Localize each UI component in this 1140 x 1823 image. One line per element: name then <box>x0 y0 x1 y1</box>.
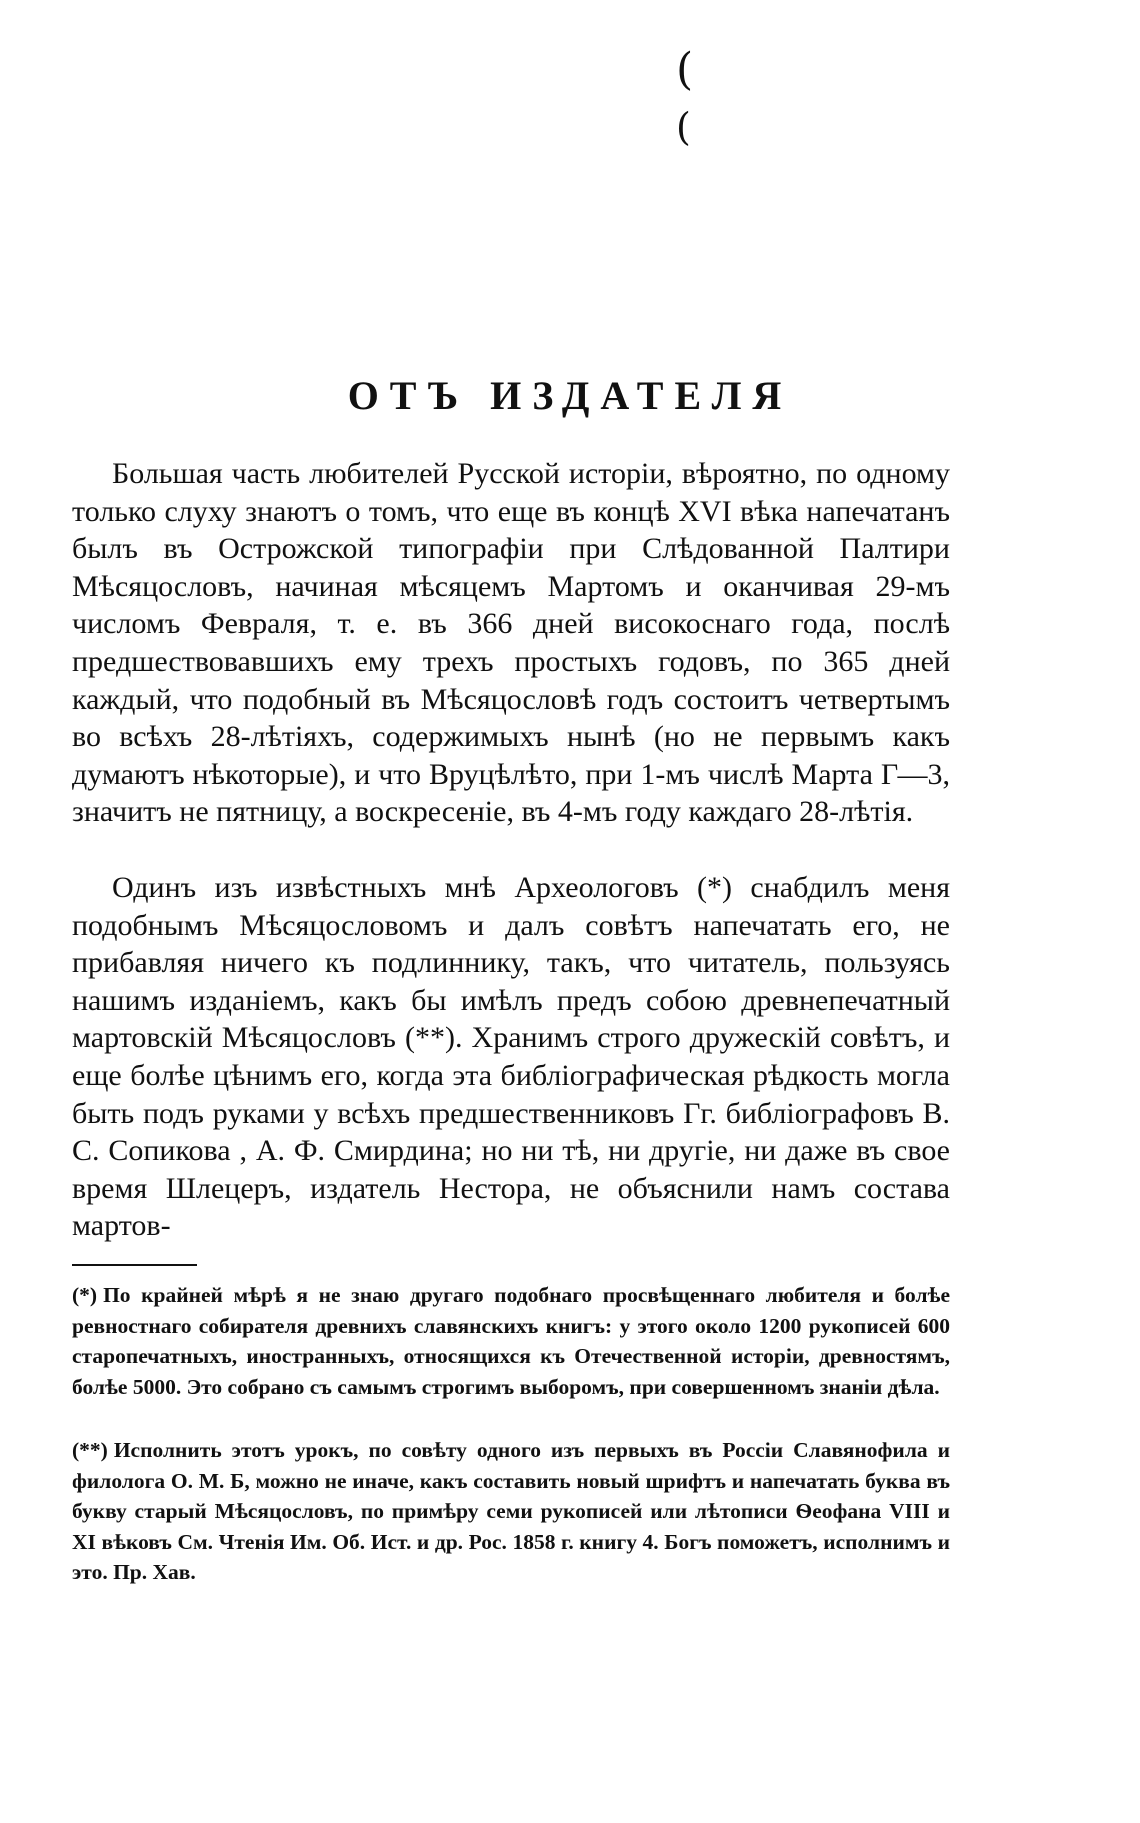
footnote-1-text: По крайней мѣрѣ я не знаю другаго подобнаго просвѣщеннаго любителя и болѣе ревностнаго собирателя древнихъ славянскихъ книгъ: у этого около 1200 рукописей 600 старопечатныхъ, иностранныхъ, относящихся къ Отечественной исторіи, древностямъ, болѣе 5000. Это собрано съ самымъ строгимъ выборомъ, при совершенномъ знаніи дѣла. <box>72 1283 950 1399</box>
margin-mark-top: ( <box>676 44 694 95</box>
footnote-2-marker: (**) <box>72 1438 108 1462</box>
footnote-2 <box>72 1435 950 1588</box>
paragraph-1: Большая часть любителей Русской исторіи, вѣроятно, по одному только слуху знаютъ о томъ, что еще въ концѣ XVI вѣка напечатанъ былъ въ Острожской типографіи при Слѣдованной Палтири Мѣсяцословъ, начиная мѣсяцемъ Мартомъ и оканчивая 29-мъ числомъ Февраля, т. е. въ 366 дней високоснаго года, послѣ предшествовавшихъ ему трехъ простыхъ годовъ, по 365 дней каждый, что подобный въ Мѣсяцословѣ годъ состоитъ четвертымъ во всѣхъ 28-лѣтіяхъ, содержимыхъ нынѣ (но не первымъ какъ думаютъ нѣкоторые), и что Вруцѣлѣто, при 1-мъ числѣ Марта Г—3, значитъ не пятницу, а воскресеніе, въ 4-мъ году каждаго 28-лѣтія. <box>72 457 950 829</box>
margin-mark-second: ( <box>676 105 691 149</box>
footnote-1-marker: (*) <box>72 1283 98 1307</box>
page-title: ОТЪ ИЗДАТЕЛЯ <box>347 373 793 418</box>
footnote-divider <box>72 1264 197 1266</box>
footnote-1 <box>72 1280 950 1402</box>
paragraph-2: Одинъ изъ извѣстныхъ мнѣ Археологовъ (*) снабдилъ меня подобнымъ Мѣсяцословомъ и далъ совѣтъ напечатать его, не прибавляя ничего къ подлиннику, такъ, что читатель, пользуясь нашимъ изданіемъ, какъ бы имѣлъ предъ собою древнепечатный мартовскій Мѣсяцословъ (**). Хранимъ строго дружескій совѣтъ, и еще болѣе цѣнимъ его, когда эта библіографическая рѣдкость могла быть подъ руками у всѣхъ предшественниковъ Гг. библіографовъ В. С. Сопикова , А. Ф. Смирдина; но ни тѣ, ни другіе, ни даже въ свое время Шлецеръ, издатель Нестора, не объяснили намъ состава мартов- <box>72 871 950 1243</box>
footnote-2-text: Исполнить этотъ урокъ, по совѣту одного изъ первыхъ въ Россіи Славянофила и филолога О. М. Б, можно не иначе, какъ составить новый шрифтъ и напечатать буква въ букву старый Мѣсяцословъ, по примѣру семи рукописей или лѣтописи Ѳеофана VIII и XI вѣковъ См. Чтенія Им. Об. Ист. и др. Рос. 1858 г. книгу 4. Богъ поможетъ, исполнимъ и это. Пр. Хав. <box>72 1438 950 1584</box>
